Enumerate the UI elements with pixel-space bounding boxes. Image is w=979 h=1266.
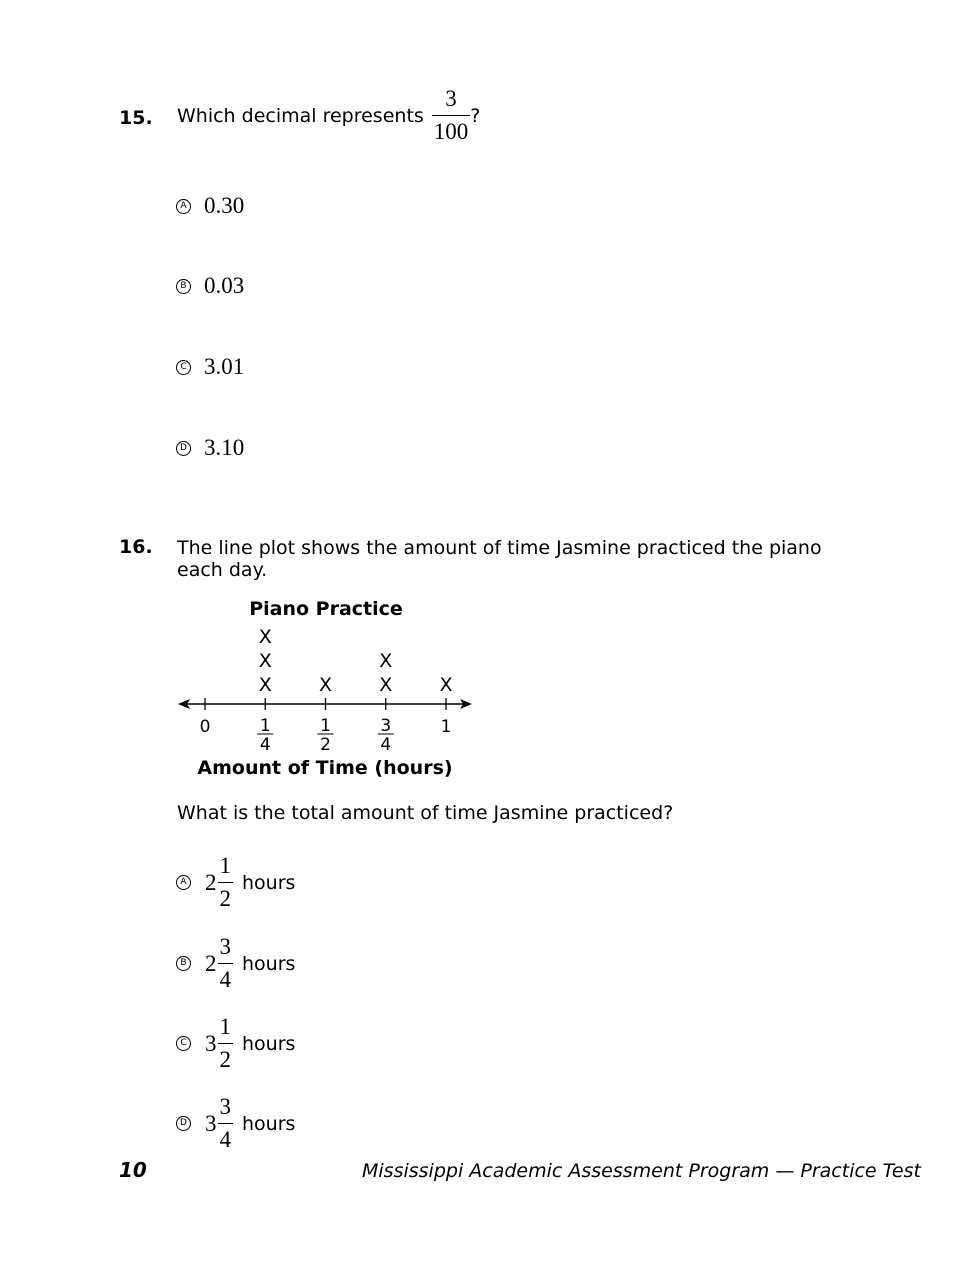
choice-value: 0.03 (204, 273, 245, 298)
choice-bubble[interactable]: C (176, 360, 191, 375)
question-number: 15. (119, 107, 153, 129)
x-mark: X (318, 674, 333, 696)
tick-label-numerator: 1 (259, 716, 271, 736)
mixed-number-whole: 2 (205, 950, 217, 976)
page-number: 10 (119, 1158, 147, 1182)
mixed-number-whole: 2 (205, 869, 217, 895)
answer-choice-b[interactable] (176, 273, 244, 299)
footer-text: Mississippi Academic Assessment Program — Practice Test (362, 1160, 921, 1182)
fraction (218, 853, 234, 912)
choice-value: 3.01 (204, 354, 245, 379)
x-mark: X (439, 674, 453, 696)
tick-label-denominator: 4 (380, 735, 392, 755)
choice-bubble[interactable]: D (176, 1116, 191, 1131)
question-prompt: What is the total amount of time Jasmine practiced? (177, 802, 674, 824)
fraction-numerator: 1 (219, 853, 231, 878)
choice-bubble[interactable]: D (176, 441, 191, 456)
fraction (218, 1094, 234, 1153)
tick-label: 1 (440, 717, 452, 737)
question-prompt: Which decimal represents (177, 104, 424, 127)
fraction-denominator: 4 (219, 967, 231, 992)
unit-label: hours (242, 871, 296, 894)
fraction-numerator: 1 (219, 1014, 231, 1039)
choice-value: 3.10 (204, 435, 245, 460)
choice-bubble[interactable]: A (176, 875, 191, 890)
unit-label: hours (242, 1032, 296, 1055)
chart-title: Piano Practice (249, 598, 403, 620)
question-number: 16. (119, 536, 153, 558)
fraction-numerator: 3 (219, 934, 231, 959)
line-plot (170, 590, 490, 790)
fraction (218, 934, 234, 993)
answer-choice-c[interactable] (176, 354, 244, 380)
question-mark: ? (470, 104, 481, 127)
tick-label-numerator: 3 (380, 716, 392, 736)
tick-label-denominator: 4 (259, 735, 271, 755)
fraction (218, 1014, 234, 1073)
answer-choice-a[interactable] (176, 853, 295, 912)
x-mark: X (379, 674, 393, 696)
fraction-numerator: 3 (219, 1094, 231, 1119)
choice-bubble[interactable]: B (176, 279, 191, 294)
fraction-denominator: 2 (219, 1047, 231, 1072)
fraction-denominator: 100 (433, 119, 469, 144)
choice-bubble[interactable]: C (176, 1036, 191, 1051)
choice-value: 0.30 (204, 193, 245, 218)
choice-bubble[interactable]: B (176, 956, 191, 971)
fraction-denominator: 2 (219, 886, 231, 911)
answer-choice-a[interactable] (176, 193, 244, 219)
answer-choice-c[interactable] (176, 1014, 295, 1073)
x-axis-label: Amount of Time (hours) (197, 757, 453, 779)
unit-label: hours (242, 952, 296, 975)
question-text (177, 86, 480, 145)
tick-label-numerator: 1 (320, 716, 331, 736)
fraction (432, 86, 471, 145)
fraction-denominator: 4 (219, 1127, 231, 1152)
choice-bubble[interactable]: A (176, 199, 191, 214)
answer-choice-d[interactable] (176, 1094, 295, 1153)
x-mark: X (258, 674, 272, 696)
x-mark: X (258, 626, 272, 648)
mixed-number-whole: 3 (205, 1110, 217, 1136)
answer-choice-b[interactable] (176, 934, 295, 993)
fraction-numerator: 3 (445, 86, 457, 111)
tick-label-denominator: 2 (320, 735, 331, 755)
tick-label: 0 (199, 717, 211, 737)
question-text: The line plot shows the amount of time Jasmine practiced the piano each day. (177, 537, 822, 581)
answer-choice-d[interactable] (176, 435, 244, 461)
x-mark: X (379, 650, 393, 672)
mixed-number-whole: 3 (205, 1030, 217, 1056)
x-mark: X (258, 650, 272, 672)
unit-label: hours (242, 1112, 296, 1135)
